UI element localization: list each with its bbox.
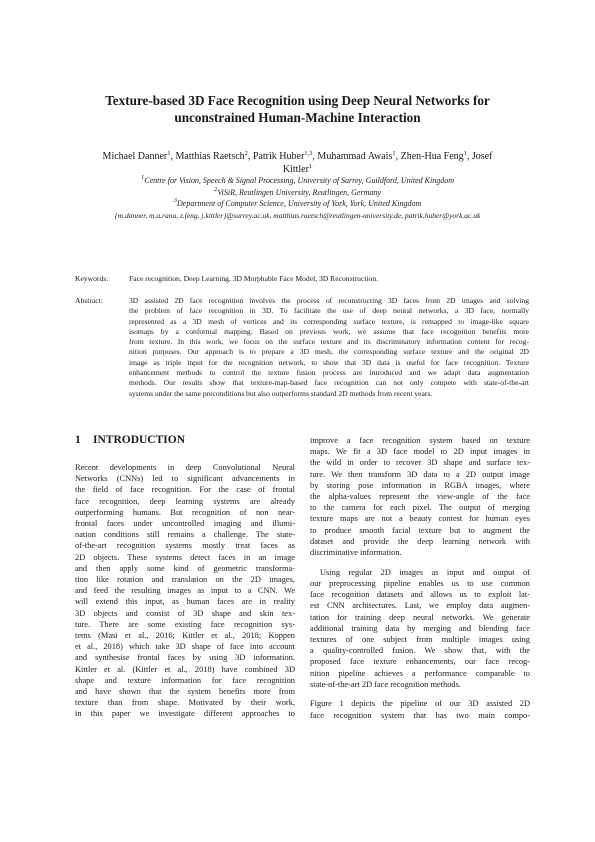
abstract-line: 3D assisted 2D face recognition involves the process of reconstructing 3D faces from 2D images and solving <box>129 296 529 305</box>
body-text-line: frontal faces under uncontrolled imaging and illumi- <box>75 519 295 528</box>
abstract-line: nition purposes. Our approach is to prepare a 3D mesh, the corresponding surface texture and the original 2D <box>129 347 529 357</box>
abstract-line: represented as a 3D mesh of vertices and its corresponding surface texture, is remapped to image-like square <box>129 316 529 326</box>
body-text-line: 3D objects and consist of 3D shape and skin tex- <box>75 608 295 618</box>
section-title: INTRODUCTION <box>93 434 186 446</box>
body-text-line: est CNN architectures. Last, we employ data augmen- <box>310 601 530 611</box>
author-name: , Zhen-Hua Feng <box>395 151 464 162</box>
title-line: Texture-based 3D Face Recognition using Deep Neural Networks for <box>105 93 490 108</box>
author-name: Kittler <box>282 164 309 175</box>
author-affil-marker: 2 <box>244 150 248 157</box>
body-text-line: textures of one subject from multiple images using <box>310 634 530 644</box>
keywords-text <box>129 274 529 284</box>
abstract-line: the problem of face recognition in 3D. To facilitate the use of deep neural networks, a 3D face, normally <box>129 306 529 316</box>
affiliation-line <box>60 187 535 199</box>
affiliation-line <box>60 198 535 210</box>
title-line: unconstrained Human-Machine Interaction <box>174 110 421 125</box>
body-text-line: Recent developments in deep Convolutional Neural <box>75 463 295 472</box>
affiliation-text: Department of Computer Science, University of York, York, United Kingdom <box>176 199 422 208</box>
body-text-line: improve a face recognition system based on texture <box>310 436 530 445</box>
affil-marker: 1 <box>141 174 145 181</box>
body-text-line: Using regular 2D images as input and output of <box>320 567 530 577</box>
body-text-line: the alpha-values represent the view-angle of the face <box>310 492 530 501</box>
body-text-line: ture. There are some existing face recognition sys- <box>75 619 295 629</box>
abstract-line: image as triple input for the recognition network, to show that 3D data is useful for face recognition. Texture <box>129 357 529 367</box>
body-text-line: and then apply some kind of geometric transforma- <box>75 563 295 573</box>
affiliations <box>60 175 535 221</box>
body-text-line: nation conditions still remains a challenge. The state- <box>75 530 295 540</box>
body-text-line: Figure 1 depicts the pipeline of our 3D assisted 2D <box>310 699 530 709</box>
abstract-text <box>129 296 529 399</box>
paper-title <box>60 92 535 126</box>
affiliation-line <box>60 175 535 187</box>
abstract-label: Abstract: <box>75 296 103 305</box>
body-text-line: nition pipeline achieves a performance comparable to <box>310 668 530 678</box>
body-text-line: face recognition system that has two main compo- <box>310 710 530 720</box>
body-text-line: tems (Masi et al., 2016; Kittler et al., 2018; Koppen <box>75 631 295 640</box>
body-text-line: our preprocessing pipeline enables us to use common <box>310 578 530 588</box>
abstract-line: systems under the same preconditions but also outperforms standard 2D methods from recent years. <box>129 388 433 398</box>
body-text-line: discriminative information. <box>310 548 402 557</box>
body-text-line: 2D objects. These systems detect faces in an image <box>75 552 295 562</box>
author-affil-marker: 1 <box>308 163 313 170</box>
author-affil-marker: 1 <box>463 150 467 157</box>
author-list <box>60 150 535 176</box>
body-text-line: will extend this input, as human faces are in reality <box>75 597 295 607</box>
body-text-line: the field of face recognition. For the case of frontal <box>75 485 295 495</box>
body-text-line: face recognition datasets and allows us to exploit lat- <box>310 590 530 600</box>
body-text-line: to produce smooth facial texture but to augment the <box>310 525 530 535</box>
body-text-line: and synthesise frontal faces by using 3D information. <box>75 653 295 663</box>
affiliation-text: Centre for Vision, Speech & Signal Processing, University of Surrey, Guildford, United Kingdom <box>144 176 454 185</box>
body-text-line: maps. We fit a 3D face model to 2D input images in <box>310 447 530 457</box>
author-affil-marker: 1 <box>392 150 396 157</box>
body-text-line: in this paper we investigate different approaches to <box>75 709 295 719</box>
body-text-line: to the camera for each pixel. The output of merging <box>310 503 530 513</box>
body-text-line: of-the-art recognition systems mostly treat faces as <box>75 541 295 551</box>
body-text-line: texture than from shape. Motivated by their work, <box>75 698 295 708</box>
author-name: Michael Danner <box>102 151 168 162</box>
author-name: , Matthias Raetsch <box>170 151 245 162</box>
abstract-line: methods. Our results show that texture-map-based face recognition can not only compete with state-of-the-art <box>129 378 529 388</box>
body-text-line: outperforming humans. But recognition of non near- <box>75 507 295 517</box>
body-text-line: dataset and provide the deep learning network with <box>310 536 530 546</box>
section-heading-introduction <box>75 434 185 446</box>
section-number: 1 <box>75 434 81 446</box>
body-text-line: the wild in order to recover 3D shape and surface tex- <box>310 458 530 468</box>
author-name: , Patrik Huber <box>247 151 305 162</box>
author-affil-marker: 1 <box>167 150 171 157</box>
abstract-line: enhancement methods to control the texture fusion process are introduced and we adapt data augmentation <box>129 368 529 378</box>
author-emails: {m.danner, m.a.rana, z.feng, j.kittler}@surrey.ac.uk, matthias.raetsch@reutlingen-university.de, patrik.huber@york.ac.uk <box>114 210 481 220</box>
keywords-label: Keywords: <box>75 274 109 283</box>
body-text-line: and feed the resulting images as input to a CNN. We <box>75 586 295 596</box>
author-line <box>60 150 535 163</box>
keywords-line: Face recognition, Deep Learning, 3D Morphable Face Model, 3D Reconstruction. <box>129 274 379 283</box>
body-text-line: Kittler et al. (Kittler et al., 2018) have combined 3D <box>75 664 295 674</box>
body-text-line: texture maps are not a beauty contest for human eyes <box>310 514 530 524</box>
body-text-line: a quality-controlled fusion. We show that, with the <box>310 646 530 656</box>
abstract-line: from texture. In this work, we focus on the surface texture and its discriminatory information content for recog- <box>129 337 529 347</box>
author-affil-marker: 1,3 <box>304 150 313 157</box>
body-text-line: et al., 2018) which take 3D shape of face into account <box>75 642 295 652</box>
affil-marker: 2 <box>214 185 218 193</box>
body-text-line: tation for training deep neural networks. We generate <box>310 612 530 622</box>
body-text-line: Networks (CNNs) led to significant advancements in <box>75 474 295 484</box>
body-text-line: by storing pose information in RGBA images, where <box>310 480 530 490</box>
body-text-line: state-of-the-art 2D face recognition methods. <box>310 679 461 689</box>
body-text-line: face recognition, deep learning systems are already <box>75 496 295 506</box>
body-text-line: proposed face texture enhancements, our face recog- <box>310 657 530 667</box>
body-text-line: ture. We then transform 3D data to a 2D output image <box>310 469 530 479</box>
body-text-line: shape and texture information for face recognition <box>75 675 295 685</box>
body-text-line: and have shown that the system benefits more from <box>75 687 295 696</box>
body-text-line: tion like rotation and translation on the 2D images, <box>75 575 295 584</box>
affiliation-text: ViSiR, Reutlingen University, Reutlingen, Germany <box>217 187 381 197</box>
body-text-line: additional training data by merging and blending face <box>310 623 530 633</box>
affil-marker: 3 <box>173 197 177 204</box>
author-name: , Josef <box>466 151 493 162</box>
abstract-line: isomaps by a conformal mapping. Based on previous work, we assume that face recognition benefits more <box>129 326 529 336</box>
author-name: , Muhammad Awais <box>312 151 393 162</box>
